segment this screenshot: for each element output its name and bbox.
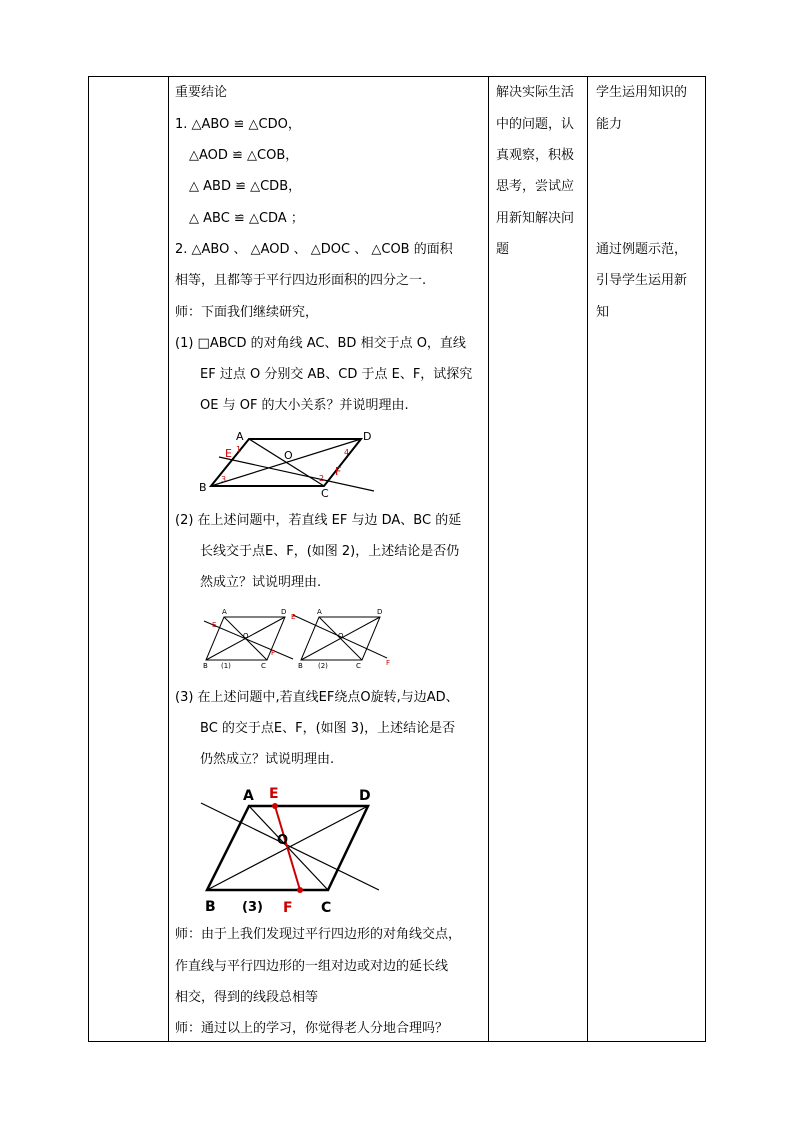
column-divider <box>587 77 588 1041</box>
label-C: C <box>356 662 361 670</box>
label-D: D <box>377 608 383 616</box>
activity-line: 思考，尝试应 <box>496 179 575 194</box>
angle-label-4: 4 <box>344 448 350 457</box>
purpose-line: 通过例题示范， <box>596 242 688 257</box>
label-E: E <box>291 613 296 621</box>
conclusion-line: 1. △ABO ≌ △CDO， <box>175 117 301 132</box>
activity-line: 真观察，积极 <box>496 148 575 163</box>
teacher-line: 相交，得到的线段总相等 <box>175 990 319 1005</box>
conclusion-line: △AOD ≌ △COB， <box>189 148 299 163</box>
activity-line: 解决实际生活 <box>496 85 575 100</box>
figure-3 <box>199 781 394 914</box>
question-line: 长线交于点E、F，(如图 2)，上述结论是否仍 <box>200 544 460 559</box>
label-E: E <box>269 786 279 802</box>
label-C: C <box>261 662 266 670</box>
label-O: O <box>243 632 249 640</box>
label-O: O <box>284 449 293 462</box>
label-A: A <box>243 788 254 804</box>
teacher-line: 师：由于上我们发现过平行四边形的对角线交点， <box>175 927 462 942</box>
label-F: F <box>283 900 293 914</box>
label-O: O <box>338 632 344 640</box>
angle-label-2: 2 <box>319 474 325 483</box>
label-D: D <box>363 430 372 443</box>
teacher-line: 师：通过以上的学习，你觉得老人分地合理吗？ <box>175 1021 449 1036</box>
activity-line: 用新知解决问 <box>496 211 575 226</box>
activity-line: 中的问题，认 <box>496 117 575 132</box>
teacher-line: 师：下面我们继续研究， <box>175 305 319 320</box>
label-A: A <box>222 608 227 616</box>
conclusion-line: 2. △ABO 、 △AOD 、 △DOC 、 △COB 的面积 <box>175 242 453 257</box>
label-C: C <box>321 900 332 914</box>
conclusion-line: 相等，且都等于平行四边形面积的四分之一. <box>175 273 427 288</box>
question-line: BC 的交于点E、F，(如图 3)，上述结论是否 <box>200 721 456 736</box>
angle-label-3: 3 <box>221 475 227 484</box>
caption: (3) <box>242 900 263 914</box>
question-line: OE 与 OF 的大小关系？并说明理由. <box>200 398 409 413</box>
question-line: EF 过点 O 分别交 AB、CD 于点 E、F，试探究 <box>200 367 473 382</box>
activity-line: 题 <box>496 242 510 257</box>
label-E: E <box>212 621 217 629</box>
conclusion-line: △ ABD ≌ △CDB， <box>189 179 302 194</box>
figure-1 <box>199 429 389 501</box>
label-F: F <box>335 465 342 478</box>
question-line: (3) 在上述问题中,若直线EF绕点O旋转,与边AD、 <box>175 690 459 705</box>
purpose-line: 能力 <box>596 117 623 132</box>
label-E: E <box>225 447 232 460</box>
label-B: B <box>203 662 208 670</box>
purpose-line: 学生运用知识的 <box>596 85 688 100</box>
figure-2 <box>201 605 401 673</box>
column-divider <box>168 77 169 1041</box>
purpose-line: 知 <box>596 305 610 320</box>
label-B: B <box>199 481 207 494</box>
label-O: O <box>277 833 289 848</box>
question-line: (1) □ABCD 的对角线 AC、BD 相交于点 O，直线 <box>175 336 466 351</box>
teacher-line: 作直线与平行四边形的一组对边或对边的延长线 <box>175 959 449 974</box>
label-A: A <box>236 430 244 443</box>
label-A: A <box>317 608 322 616</box>
lesson-table <box>88 76 706 1042</box>
label-B: B <box>298 662 303 670</box>
angle-label-1: 1 <box>236 445 242 454</box>
label-F: F <box>271 649 276 657</box>
label-D: D <box>281 608 287 616</box>
caption: (1) <box>221 662 231 670</box>
conclusion-line: △ ABC ≌ △CDA ； <box>189 211 304 226</box>
label-C: C <box>321 487 329 500</box>
question-line: 然成立？试说明理由. <box>200 575 322 590</box>
section-heading: 重要结论 <box>175 85 228 100</box>
label-F: F <box>386 659 391 667</box>
question-line: 仍然成立？试说明理由. <box>200 752 335 767</box>
caption: (2) <box>318 662 328 670</box>
column-divider <box>488 77 489 1041</box>
label-D: D <box>359 788 371 804</box>
purpose-line: 引导学生运用新 <box>596 273 688 288</box>
label-B: B <box>205 899 216 914</box>
question-line: (2) 在上述问题中，若直线 EF 与边 DA、BC 的延 <box>175 513 462 528</box>
